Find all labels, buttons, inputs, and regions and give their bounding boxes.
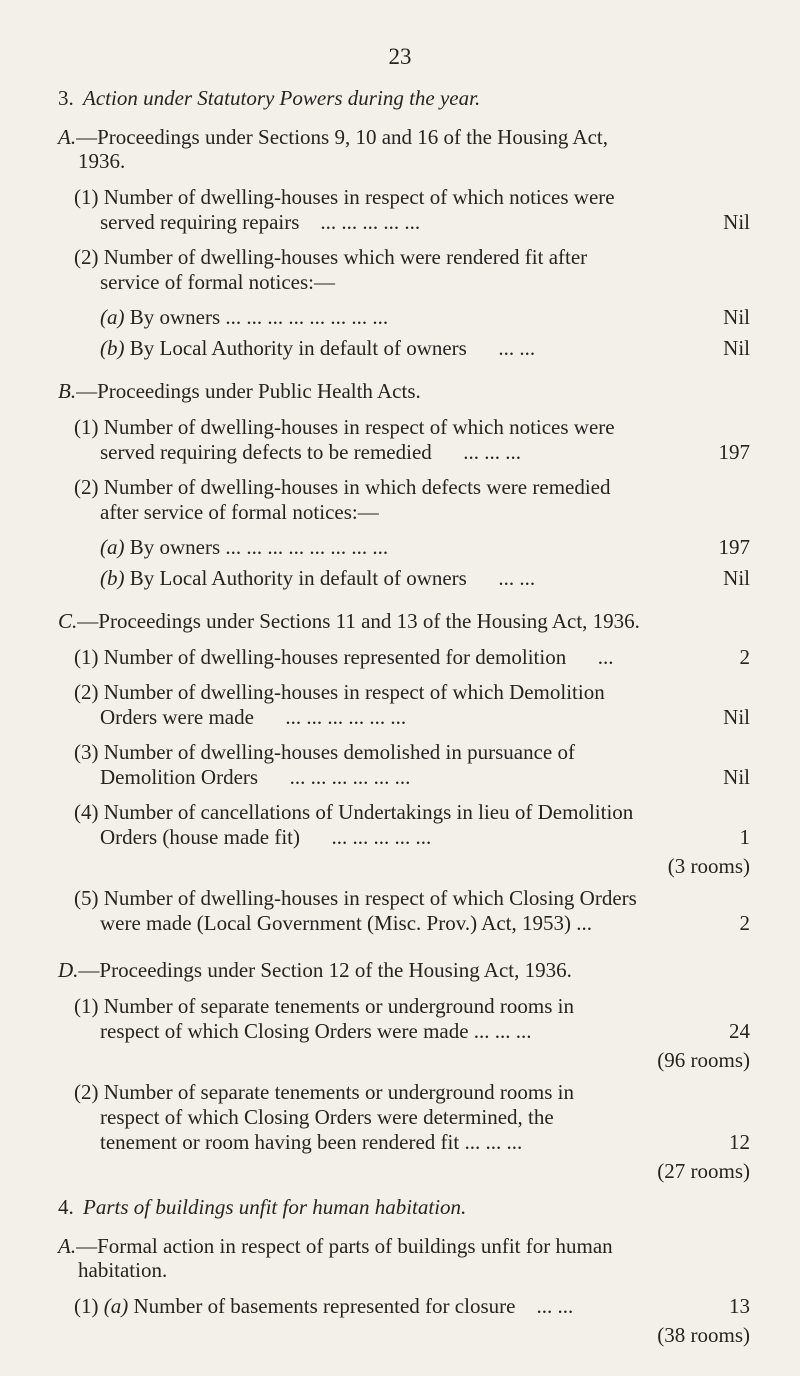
- subsection-d-heading: D.—Proceedings under Section 12 of the Housing Act, 1936.: [58, 958, 572, 982]
- subsection-letter: A.: [58, 1234, 77, 1258]
- section-title: Action under Statutory Powers during the year.: [83, 86, 481, 110]
- page-number: 23: [388, 44, 412, 69]
- rooms-note: (96 rooms): [657, 1048, 750, 1072]
- list-item: (1) Number of separate tenements or underground rooms in respect of which Closing Orders were made ... ... ... 24: [74, 994, 750, 1043]
- subsection-letter: D.: [58, 958, 79, 982]
- list-item: (2) Number of separate tenements or underground rooms in respect of which Closing Orders were determined, the tenement or room having been rendered fit ... ... ... 12: [74, 1080, 750, 1154]
- list-item: (3) Number of dwelling-houses demolished in pursuance of Demolition Orders ... ... ... ... ... ... Nil: [74, 740, 750, 789]
- list-item: (2) Number of dwelling-houses which were rendered fit after service of formal notices:—: [74, 245, 588, 294]
- subsection-letter: C.: [58, 609, 78, 633]
- rooms-note: (3 rooms): [667, 854, 750, 878]
- subsection-letter: B.: [58, 379, 77, 403]
- section-number: 4.: [58, 1195, 74, 1219]
- item-value: Nil: [723, 705, 750, 729]
- item-value: 1: [739, 825, 750, 849]
- rooms-note: (38 rooms): [657, 1323, 750, 1347]
- list-item: (5) Number of dwelling-houses in respect of which Closing Orders were made (Local Government (Misc. Prov.) Act, 1953) ... 2: [74, 886, 750, 935]
- subsection-b-heading: B.—Proceedings under Public Health Acts.: [58, 379, 421, 403]
- item-value: Nil: [723, 305, 750, 329]
- section-title: Parts of buildings unfit for human habitation.: [83, 1195, 467, 1219]
- item-value: Nil: [723, 336, 750, 360]
- list-item: (1) Number of dwelling-houses in respect of which notices were served requiring defects to be remedied ... ... ... 197: [74, 415, 750, 464]
- item-value: 197: [718, 535, 750, 559]
- item-value: 12: [729, 1130, 750, 1154]
- item-value: Nil: [723, 210, 750, 234]
- subsection-c-heading: C.—Proceedings under Sections 11 and 13 of the Housing Act, 1936.: [58, 609, 640, 633]
- sub-item: (b) By Local Authority in default of owners ... ... Nil: [100, 566, 750, 590]
- subsection-letter: A.: [58, 125, 77, 149]
- list-item: (1) (a) Number of basements represented for closure ... ... 13: [74, 1294, 750, 1318]
- list-item: (4) Number of cancellations of Undertakings in lieu of Demolition Orders (house made fit) ... ... ... ... ... 1: [74, 800, 750, 849]
- item-value: 2: [739, 645, 750, 669]
- item-value: 197: [718, 440, 750, 464]
- sub-item: (b) By Local Authority in default of owners ... ... Nil: [100, 336, 750, 360]
- list-item: (2) Number of dwelling-houses in which defects were remedied after service of formal notices:—: [74, 475, 611, 524]
- list-item: (1) Number of dwelling-houses in respect of which notices were served requiring repairs ... ... ... ... ... Nil: [74, 185, 750, 234]
- document-body: [58, 86, 750, 1355]
- section-number: 3.: [58, 86, 74, 110]
- rooms-note: (27 rooms): [657, 1159, 750, 1183]
- item-value: 13: [729, 1294, 750, 1318]
- item-value: Nil: [723, 566, 750, 590]
- subsection-a-heading: A.—Proceedings under Sections 9, 10 and 16 of the Housing Act, 1936.: [58, 125, 608, 173]
- section-4-heading: [58, 1195, 750, 1220]
- sub-item: (a) By owners ... ... ... ... ... ... ... ... Nil: [100, 305, 750, 329]
- list-item: (2) Number of dwelling-houses in respect of which Demolition Orders were made ... ... ... ... ... ... Nil: [74, 680, 750, 729]
- item-value: 2: [739, 911, 750, 935]
- subsection-a-heading: A.—Formal action in respect of parts of buildings unfit for human habitation.: [58, 1234, 613, 1282]
- sub-item: (a) By owners ... ... ... ... ... ... ... ... 197: [100, 535, 750, 559]
- item-value: Nil: [723, 765, 750, 789]
- list-item: (1) Number of dwelling-houses represented for demolition ... 2: [74, 645, 750, 669]
- item-value: 24: [729, 1019, 750, 1043]
- section-3-heading: [58, 86, 750, 111]
